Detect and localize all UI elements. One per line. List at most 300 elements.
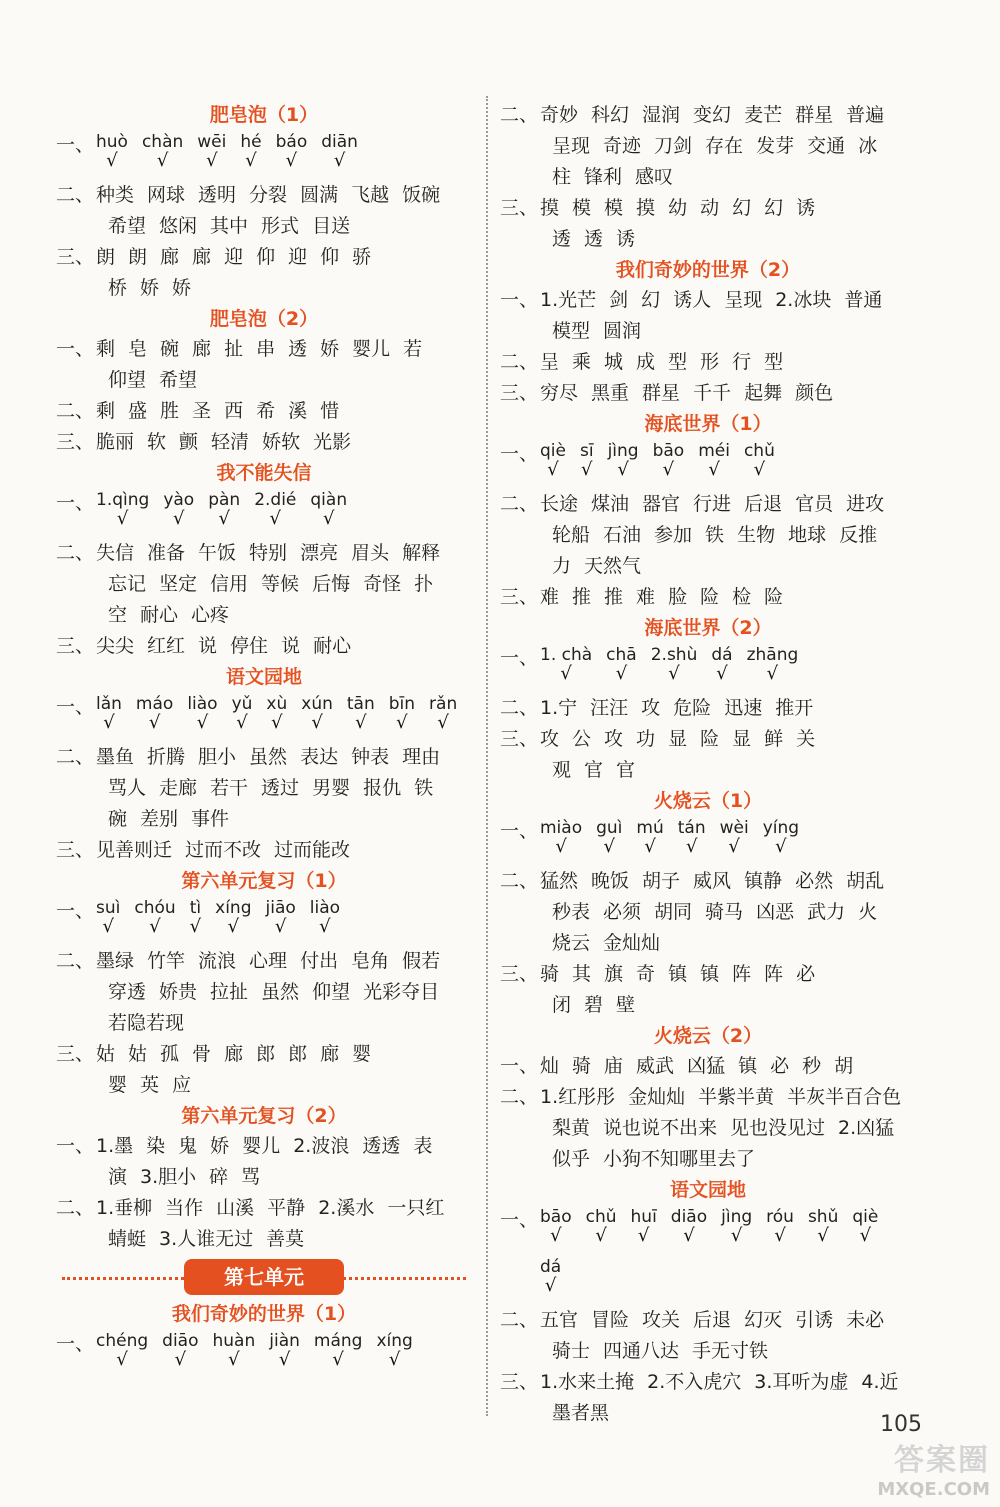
answer-row bbox=[500, 162, 916, 193]
checkmark-icon: √ bbox=[189, 916, 202, 937]
checkmark-icon: √ bbox=[355, 712, 367, 733]
pinyin-item bbox=[720, 816, 749, 856]
answer-word: 煤油 bbox=[591, 493, 630, 515]
pinyin-item bbox=[540, 439, 566, 479]
answer-word: 仰 bbox=[320, 246, 340, 268]
pinyin-items bbox=[540, 439, 789, 479]
answer-word: 飞越 bbox=[351, 184, 390, 206]
pinyin-text: lǎn bbox=[96, 694, 122, 714]
pinyin-item bbox=[190, 896, 201, 936]
answer-word: 长途 bbox=[540, 493, 579, 515]
answer-word: 1.宁 bbox=[540, 697, 578, 719]
answer-row bbox=[500, 959, 916, 990]
pinyin-row bbox=[500, 1255, 916, 1305]
answer-row bbox=[56, 742, 472, 773]
answer-word: 穿透 bbox=[108, 981, 147, 1003]
answer-word: 串 bbox=[256, 338, 276, 360]
pinyin-text: tán bbox=[677, 818, 706, 838]
answer-word: 火 bbox=[858, 901, 878, 923]
section-title: 第六单元复习（2） bbox=[181, 1105, 347, 1127]
answer-word: 透透 bbox=[362, 1135, 401, 1157]
pinyin-item bbox=[163, 488, 194, 528]
answer-words bbox=[552, 990, 648, 1021]
answer-word: 光彩夺目 bbox=[363, 981, 440, 1003]
pinyin-text: pàn bbox=[208, 490, 241, 510]
item-number: 二、 bbox=[500, 351, 539, 373]
pinyin-item bbox=[266, 692, 287, 732]
pinyin-item bbox=[580, 439, 594, 479]
checkmark-icon: √ bbox=[581, 459, 593, 480]
answer-row bbox=[56, 211, 472, 242]
answer-word: 颜色 bbox=[795, 382, 834, 404]
answer-words bbox=[540, 1051, 866, 1082]
unit-banner bbox=[56, 1255, 472, 1299]
checkmark-icon: √ bbox=[156, 150, 169, 171]
pinyin-text: liào bbox=[309, 898, 341, 918]
answer-word: 朗 bbox=[128, 246, 148, 268]
answer-word: 姑 bbox=[96, 1043, 116, 1065]
pinyin-row bbox=[56, 896, 472, 946]
checkmark-icon: √ bbox=[662, 459, 675, 480]
pinyin-item bbox=[596, 816, 622, 856]
pinyin-text: chàn bbox=[141, 132, 184, 152]
answer-word: 溪 bbox=[288, 400, 308, 422]
answer-word: 廊 bbox=[192, 246, 212, 268]
pinyin-item bbox=[747, 643, 799, 683]
answer-word: 透 bbox=[552, 228, 572, 250]
answer-word: 攻 bbox=[641, 697, 661, 719]
pinyin-item bbox=[653, 439, 685, 479]
answer-word: 鲜 bbox=[764, 728, 784, 750]
answer-row bbox=[56, 977, 472, 1008]
answer-row bbox=[500, 755, 916, 786]
answer-words bbox=[96, 180, 453, 211]
answer-word: 镇 bbox=[700, 963, 720, 985]
pinyin-item bbox=[232, 692, 253, 732]
section-title: 语文园地 bbox=[225, 666, 302, 688]
pinyin-text: shǔ bbox=[807, 1207, 839, 1227]
answer-words bbox=[540, 1367, 912, 1398]
answer-word: 地球 bbox=[788, 524, 827, 546]
answer-word: 半灰半百合色 bbox=[787, 1086, 902, 1108]
answer-word: 当作 bbox=[165, 1197, 204, 1219]
checkmark-icon: √ bbox=[753, 459, 766, 480]
item-number: 一、 bbox=[500, 443, 539, 465]
answer-word: 普遍 bbox=[846, 104, 885, 126]
answer-row bbox=[56, 180, 472, 211]
pinyin-row bbox=[56, 488, 472, 538]
answer-row bbox=[56, 1131, 472, 1162]
checkmark-icon: √ bbox=[560, 663, 572, 684]
pinyin-text: qiè bbox=[852, 1207, 879, 1227]
answer-word: 皂角 bbox=[351, 950, 390, 972]
item-number: 一、 bbox=[56, 134, 95, 156]
answer-word: 仰望 bbox=[312, 981, 351, 1003]
answer-word: 骂人 bbox=[108, 777, 147, 799]
pinyin-text: jìng bbox=[607, 441, 639, 461]
checkmark-icon: √ bbox=[644, 836, 656, 857]
pinyin-text: xù bbox=[266, 694, 288, 714]
answer-word: 流浪 bbox=[198, 950, 237, 972]
answer-word: 参加 bbox=[654, 524, 693, 546]
answer-words bbox=[552, 1398, 622, 1429]
pinyin-item bbox=[347, 692, 375, 732]
item-number: 三、 bbox=[500, 1371, 539, 1393]
answer-words bbox=[108, 977, 452, 1008]
pinyin-item bbox=[301, 692, 333, 732]
answer-words bbox=[540, 100, 897, 131]
answer-words bbox=[540, 347, 796, 378]
item-number: 二、 bbox=[56, 950, 95, 972]
answer-word: 碎 bbox=[209, 1166, 229, 1188]
pinyin-text: chā bbox=[606, 645, 637, 665]
answer-word: 墨绿 bbox=[96, 950, 135, 972]
answer-word: 蜻蜓 bbox=[108, 1228, 147, 1250]
pinyin-text: guì bbox=[596, 818, 623, 838]
answer-word: 娇 bbox=[210, 1135, 230, 1157]
pinyin-text: xún bbox=[301, 694, 333, 714]
answer-words bbox=[108, 773, 446, 804]
pinyin-item bbox=[766, 1205, 794, 1245]
answer-word: 骑 bbox=[572, 1055, 592, 1077]
answer-row bbox=[500, 693, 916, 724]
answer-word: 型 bbox=[668, 351, 688, 373]
answer-row bbox=[500, 724, 916, 755]
pinyin-item bbox=[314, 1329, 363, 1369]
answer-word: 梨黄 bbox=[552, 1117, 591, 1139]
answer-words bbox=[540, 724, 828, 755]
answer-word: 公 bbox=[572, 728, 592, 750]
answer-word: 奇迹 bbox=[603, 135, 642, 157]
answer-row bbox=[500, 928, 916, 959]
pinyin-row bbox=[56, 1329, 472, 1379]
answer-word: 1.水来土掩 bbox=[540, 1371, 635, 1393]
answer-word: 交通 bbox=[807, 135, 846, 157]
answer-word: 模 bbox=[604, 197, 624, 219]
pinyin-text: báo bbox=[275, 132, 308, 152]
pinyin-item bbox=[636, 816, 663, 856]
checkmark-icon: √ bbox=[544, 1275, 557, 1296]
section-title: 肥皂泡（1） bbox=[209, 104, 319, 126]
answer-row bbox=[56, 631, 472, 662]
checkmark-icon: √ bbox=[274, 916, 287, 937]
pinyin-text: dá bbox=[540, 1257, 562, 1277]
pinyin-row bbox=[56, 692, 472, 742]
watermark-text: 答案圈 bbox=[894, 1443, 990, 1478]
answer-word: 红红 bbox=[147, 635, 186, 657]
answer-words bbox=[108, 804, 242, 835]
answer-word: 汪汪 bbox=[590, 697, 629, 719]
answer-word: 难 bbox=[540, 586, 560, 608]
answer-row bbox=[56, 1039, 472, 1070]
pinyin-item bbox=[678, 816, 706, 856]
answer-words bbox=[552, 224, 648, 255]
pinyin-item bbox=[852, 1205, 878, 1245]
answer-word: 手无寸铁 bbox=[692, 1340, 769, 1362]
pinyin-text: méi bbox=[698, 441, 730, 461]
answer-word: 希 bbox=[256, 400, 276, 422]
answer-word: 迎 bbox=[224, 246, 244, 268]
answer-word: 发芽 bbox=[756, 135, 795, 157]
answer-word: 麦芒 bbox=[744, 104, 783, 126]
answer-row bbox=[500, 1113, 916, 1144]
pinyin-items bbox=[540, 643, 812, 683]
answer-word: 过而不改 bbox=[185, 839, 262, 861]
pinyin-item bbox=[721, 1205, 752, 1245]
pinyin-text: mú bbox=[636, 818, 664, 838]
pinyin-item bbox=[711, 643, 732, 683]
answer-row bbox=[56, 1008, 472, 1039]
pinyin-text: xíng bbox=[376, 1331, 413, 1351]
checkmark-icon: √ bbox=[716, 663, 728, 684]
pinyin-item bbox=[197, 130, 226, 170]
answer-word: 诱 bbox=[616, 228, 636, 250]
answer-row bbox=[500, 1144, 916, 1175]
answer-word: 湿润 bbox=[642, 104, 681, 126]
answer-word: 3.胆小 bbox=[140, 1166, 197, 1188]
answer-word: 眉头 bbox=[351, 542, 390, 564]
checkmark-icon: √ bbox=[285, 150, 298, 171]
answer-word: 透明 bbox=[198, 184, 237, 206]
checkmark-icon: √ bbox=[218, 508, 230, 529]
pinyin-item bbox=[540, 643, 592, 683]
pinyin-item bbox=[266, 896, 296, 936]
answer-row bbox=[500, 551, 916, 582]
pinyin-items bbox=[540, 1255, 575, 1295]
answer-word: 险 bbox=[700, 586, 720, 608]
answer-row bbox=[56, 1162, 472, 1193]
answer-words bbox=[96, 334, 435, 365]
item-number: 一、 bbox=[56, 338, 95, 360]
item-number: 二、 bbox=[56, 1197, 95, 1219]
answer-word: 必 bbox=[796, 963, 816, 985]
answer-words bbox=[552, 755, 648, 786]
answer-word: 孤 bbox=[160, 1043, 180, 1065]
answer-word: 诱 bbox=[796, 197, 816, 219]
answer-word: 金灿灿 bbox=[603, 932, 661, 954]
answer-word: 说 bbox=[198, 635, 218, 657]
answer-word: 猛然 bbox=[540, 870, 579, 892]
answer-word: 模 bbox=[572, 197, 592, 219]
answer-word: 心理 bbox=[249, 950, 288, 972]
answer-words bbox=[552, 1336, 781, 1367]
pinyin-text: yíng bbox=[762, 818, 800, 838]
pinyin-item bbox=[142, 130, 183, 170]
answer-word: 成 bbox=[636, 351, 656, 373]
answer-word: 庙 bbox=[604, 1055, 624, 1077]
answer-word: 模型 bbox=[552, 320, 591, 342]
pinyin-item bbox=[540, 1255, 561, 1295]
answer-word: 铁 bbox=[414, 777, 434, 799]
answer-word: 若隐若现 bbox=[108, 1012, 185, 1034]
item-number: 三、 bbox=[56, 431, 95, 453]
checkmark-icon: √ bbox=[311, 712, 323, 733]
answer-word: 善莫 bbox=[266, 1228, 305, 1250]
pinyin-item bbox=[96, 692, 122, 732]
answer-word: 壁 bbox=[616, 994, 636, 1016]
answer-word: 差别 bbox=[140, 808, 179, 830]
answer-word: 诱人 bbox=[673, 289, 712, 311]
answer-words bbox=[552, 520, 890, 551]
pinyin-text: huàn bbox=[212, 1331, 256, 1351]
pinyin-item bbox=[213, 1329, 256, 1369]
answer-word: 攻 bbox=[604, 728, 624, 750]
answer-row bbox=[500, 1305, 916, 1336]
answer-word: 1.光芒 bbox=[540, 289, 597, 311]
answer-word: 锋利 bbox=[584, 166, 623, 188]
pinyin-text: jiàn bbox=[269, 1331, 300, 1351]
answer-word: 骂 bbox=[241, 1166, 261, 1188]
item-number: 一、 bbox=[56, 492, 95, 514]
answer-word: 若 bbox=[403, 338, 423, 360]
item-number: 一、 bbox=[56, 1333, 95, 1355]
answer-row bbox=[500, 866, 916, 897]
answer-word: 迅速 bbox=[724, 697, 763, 719]
answer-word: 圆满 bbox=[300, 184, 339, 206]
answer-word: 普通 bbox=[844, 289, 883, 311]
pinyin-item bbox=[96, 488, 149, 528]
pinyin-item bbox=[808, 1205, 838, 1245]
answer-word: 胡同 bbox=[654, 901, 693, 923]
answer-word: 存在 bbox=[705, 135, 744, 157]
answer-word: 饭碗 bbox=[402, 184, 441, 206]
answer-word: 2.冰块 bbox=[775, 289, 832, 311]
pinyin-row bbox=[500, 643, 916, 693]
pinyin-text: chéng bbox=[96, 1331, 149, 1351]
pinyin-row bbox=[500, 439, 916, 489]
answer-word: 分裂 bbox=[249, 184, 288, 206]
pinyin-text: wèi bbox=[719, 818, 749, 838]
answer-word: 2.凶猛 bbox=[838, 1117, 895, 1139]
answer-word: 其 bbox=[572, 963, 592, 985]
checkmark-icon: √ bbox=[547, 459, 559, 480]
pinyin-text: bāo bbox=[540, 1207, 572, 1227]
answer-word: 透 bbox=[288, 338, 308, 360]
answer-words bbox=[96, 1193, 457, 1224]
answer-words bbox=[540, 693, 826, 724]
pinyin-text: bāo bbox=[652, 441, 685, 461]
answer-word: 空 bbox=[108, 604, 128, 626]
pinyin-text: liào bbox=[187, 694, 218, 714]
answer-word: 盛 bbox=[128, 400, 148, 422]
answer-word: 镇 bbox=[738, 1055, 758, 1077]
pinyin-text: róu bbox=[766, 1207, 794, 1227]
answer-word: 1.垂柳 bbox=[96, 1197, 153, 1219]
item-number: 三、 bbox=[500, 382, 539, 404]
answer-word: 假若 bbox=[402, 950, 441, 972]
answer-word: 后退 bbox=[744, 493, 783, 515]
answer-word: 推开 bbox=[775, 697, 814, 719]
checkmark-icon: √ bbox=[615, 663, 628, 684]
answer-row bbox=[56, 569, 472, 600]
unit-banner-label: 第七单元 bbox=[184, 1259, 344, 1295]
answer-word: 皂 bbox=[128, 338, 148, 360]
answer-word: 科幻 bbox=[591, 104, 630, 126]
answer-word: 事件 bbox=[191, 808, 230, 830]
answer-word: 幼 bbox=[668, 197, 688, 219]
answer-word: 呈现 bbox=[724, 289, 763, 311]
answer-word: 行 bbox=[732, 351, 752, 373]
answer-word: 城 bbox=[604, 351, 624, 373]
pinyin-item bbox=[215, 896, 251, 936]
answer-word: 黑重 bbox=[591, 382, 630, 404]
answer-word: 必须 bbox=[603, 901, 642, 923]
answer-words bbox=[96, 1039, 384, 1070]
answer-words bbox=[540, 582, 796, 613]
pinyin-item bbox=[671, 1205, 707, 1245]
answer-word: 剩 bbox=[96, 338, 116, 360]
pinyin-items bbox=[96, 130, 372, 170]
section-title: 第六单元复习（1） bbox=[181, 870, 347, 892]
answer-words bbox=[96, 242, 384, 273]
checkmark-icon: √ bbox=[173, 508, 185, 529]
answer-word: 脸 bbox=[668, 586, 688, 608]
checkmark-icon: √ bbox=[637, 1225, 650, 1246]
pinyin-text: tì bbox=[189, 898, 202, 918]
watermark-url: MXQE.COM bbox=[877, 1479, 990, 1500]
answer-word: 失信 bbox=[96, 542, 135, 564]
answer-word: 武力 bbox=[807, 901, 846, 923]
answer-word: 胜 bbox=[160, 400, 180, 422]
answer-word: 折腾 bbox=[147, 746, 186, 768]
answer-word: 脆丽 bbox=[96, 431, 135, 453]
answer-word: 动 bbox=[700, 197, 720, 219]
answer-word: 胆小 bbox=[198, 746, 237, 768]
answer-row bbox=[500, 897, 916, 928]
answer-word: 柱 bbox=[552, 166, 572, 188]
checkmark-icon: √ bbox=[550, 1225, 562, 1246]
answer-word: 镇静 bbox=[744, 870, 783, 892]
answer-words bbox=[552, 162, 686, 193]
answer-words bbox=[552, 316, 654, 347]
answer-word: 碗 bbox=[160, 338, 180, 360]
answer-word: 3.耳听为虚 bbox=[754, 1371, 849, 1393]
checkmark-icon: √ bbox=[149, 916, 161, 937]
answer-word: 必 bbox=[770, 1055, 790, 1077]
answer-word: 起舞 bbox=[744, 382, 783, 404]
answer-words bbox=[96, 396, 352, 427]
answer-word: 剩 bbox=[96, 400, 116, 422]
checkmark-icon: √ bbox=[333, 150, 346, 171]
answer-word: 观 bbox=[552, 759, 572, 781]
item-number: 三、 bbox=[500, 197, 539, 219]
answer-word: 感叹 bbox=[635, 166, 674, 188]
pinyin-row bbox=[500, 1205, 916, 1255]
checkmark-icon: √ bbox=[106, 150, 118, 171]
answer-word: 鬼 bbox=[178, 1135, 198, 1157]
answer-words bbox=[108, 1008, 197, 1039]
answer-row bbox=[56, 427, 472, 458]
checkmark-icon: √ bbox=[817, 1225, 829, 1246]
item-number: 二、 bbox=[500, 697, 539, 719]
answer-word: 显 bbox=[732, 728, 752, 750]
item-number: 三、 bbox=[500, 586, 539, 608]
answer-word: 幻 bbox=[764, 197, 784, 219]
pinyin-item bbox=[586, 1205, 617, 1245]
item-number: 一、 bbox=[500, 1209, 539, 1231]
answer-word: 姑 bbox=[128, 1043, 148, 1065]
answer-words bbox=[540, 193, 828, 224]
pinyin-text: qiè bbox=[540, 441, 566, 461]
answer-word: 西 bbox=[224, 400, 244, 422]
answer-word: 心疼 bbox=[191, 604, 230, 626]
answer-row bbox=[56, 538, 472, 569]
answer-word: 廊 bbox=[224, 1043, 244, 1065]
pinyin-item bbox=[763, 816, 799, 856]
pinyin-text: huī bbox=[630, 1207, 657, 1227]
item-number: 三、 bbox=[56, 839, 95, 861]
checkmark-icon: √ bbox=[103, 712, 115, 733]
